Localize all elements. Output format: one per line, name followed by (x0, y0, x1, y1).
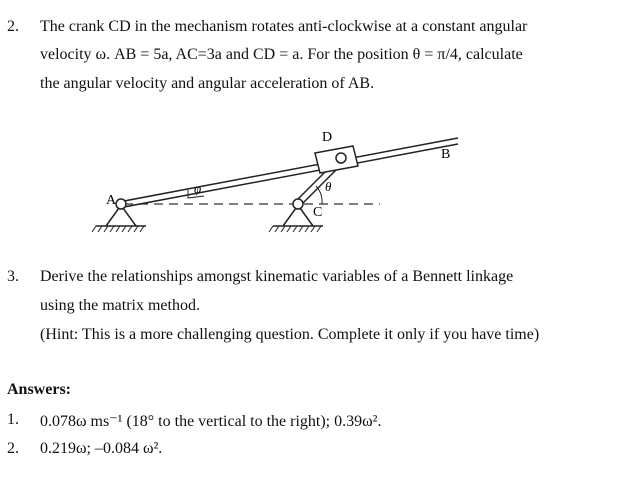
question-2-line-3: the angular velocity and angular acceleration of AB. (40, 75, 375, 92)
question-2-number: 2. (7, 18, 19, 35)
pin-d (336, 153, 346, 163)
answer-2-number: 2. (7, 440, 19, 457)
label-phi: φ (194, 181, 202, 196)
support-c-leg-left (283, 208, 296, 226)
pin-c (293, 199, 303, 209)
label-theta: θ (325, 179, 332, 194)
answers-title: Answers: (7, 381, 71, 398)
label-c: C (313, 205, 323, 220)
question-3-line-2: using the matrix method. (40, 297, 200, 314)
label-a: A (106, 193, 117, 208)
ground-a-hatch (92, 226, 144, 232)
support-a-leg-right (123, 208, 136, 226)
support-c-leg-right (300, 208, 313, 226)
question-3-number: 3. (7, 268, 19, 285)
support-a-leg-left (106, 208, 119, 226)
pin-a (116, 199, 126, 209)
label-d: D (322, 130, 333, 145)
ground-c-hatch (269, 226, 321, 232)
question-3-line-3: (Hint: This is a more challenging question. Complete it only if you have time) (40, 326, 540, 343)
question-3-line-1: Derive the relationships amongst kinematic variables of a Bennett linkage (40, 268, 514, 285)
rod-ab-edge (124, 144, 458, 207)
answer-1-text: 0.078ω ms⁻¹ (18° to the vertical to the right); 0.39ω². (40, 413, 382, 430)
question-2-line-1: The crank CD in the mechanism rotates anti-clockwise at a constant angular (40, 18, 528, 35)
label-b: B (441, 147, 451, 162)
rod-ab (124, 138, 458, 201)
answer-2-text: 0.219ω; –0.084 ω². (40, 440, 163, 457)
answer-1-number: 1. (7, 411, 19, 428)
question-2-line-2: velocity ω. AB = 5a, AC=3a and CD = a. For the position θ = π/4, calculate (40, 46, 523, 63)
